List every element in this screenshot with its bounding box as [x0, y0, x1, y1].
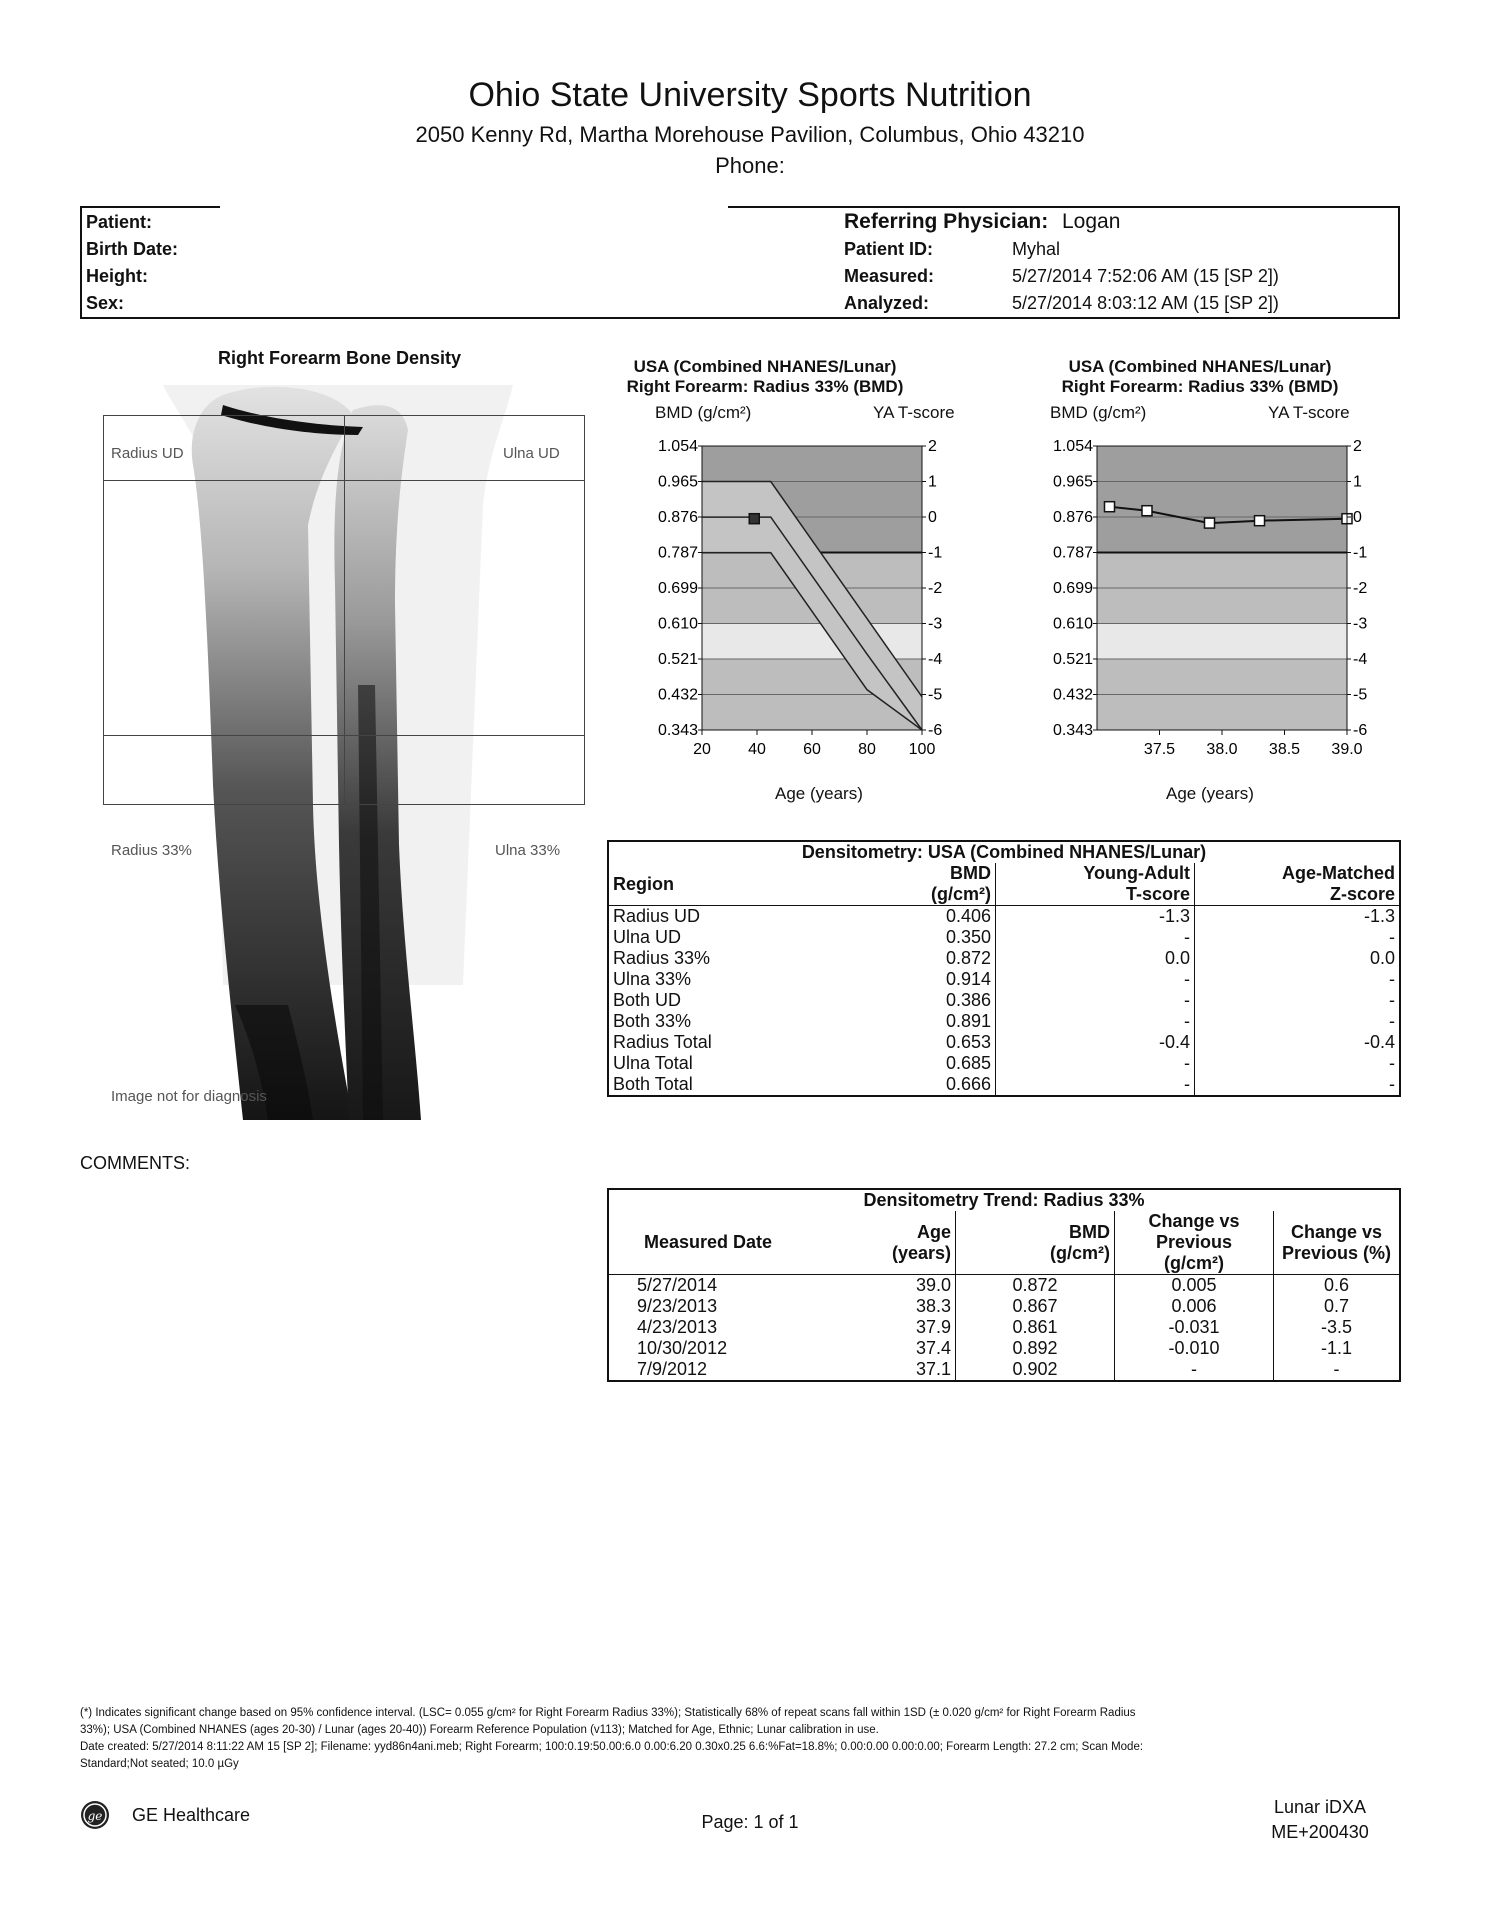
cell-bmd: 0.867: [956, 1296, 1115, 1317]
y2-tick-label: -5: [928, 686, 943, 704]
cell-chg: -0.010: [1115, 1338, 1274, 1359]
scan-title: Right Forearm Bone Density: [218, 348, 462, 368]
trend-col-pct: [1274, 1211, 1401, 1275]
brand-name: GE Healthcare: [132, 1804, 251, 1825]
chart1-header: [600, 357, 930, 397]
col-bmd: BMD: [807, 863, 996, 884]
trend-col-change-3: (g/cm²): [1164, 1253, 1224, 1273]
col-zscore: Age-Matched: [1281, 863, 1395, 883]
trend-table: [607, 1188, 1401, 1382]
cell-pct: 0.7: [1323, 1296, 1350, 1316]
device-info: [1240, 1795, 1400, 1845]
ulna-ud-label: Ulna UD: [503, 445, 560, 462]
y2-tick-label: -6: [928, 722, 943, 739]
footnote-line-3: Date created: 5/27/2014 8:11:22 AM 15 [SP 2]; Filename: yyd86n4ani.meb; Right Forearm; 100:0.19:50.00:6.0 0.00:6.20 0.30x0.25 6.6:%Fat=18.8%; 0.00:0.00 0.00:0.00; Forearm Length: 27.2 cm; Scan Mode:: [80, 1741, 1144, 1753]
y-tick-label: 0.876: [657, 509, 698, 526]
y2-tick-label: -4: [928, 651, 943, 668]
patient-id-value: Myhal: [1012, 239, 1061, 259]
forearm-scan-graphic: [103, 385, 585, 1120]
y-tick-label: 0.432: [657, 686, 698, 704]
cell-age: 37.1: [807, 1359, 956, 1381]
cell-bmd: 0.666: [807, 1074, 996, 1096]
y2-tick-label: -4: [1353, 651, 1368, 668]
cell-region: Ulna Total: [613, 1053, 693, 1073]
y-tick-label: 0.787: [657, 544, 698, 562]
cell-bmd: 0.685: [807, 1053, 996, 1074]
y2-tick-label: -1: [928, 544, 943, 562]
table-row: [608, 1338, 1400, 1359]
cell-t: -1.3: [996, 906, 1195, 928]
cell-bmd: 0.386: [807, 990, 996, 1011]
cell-age: 39.0: [807, 1275, 956, 1297]
table-row: [608, 1053, 1400, 1074]
trend-col-pct-2: Previous (%): [1281, 1242, 1392, 1263]
cell-bmd: 0.872: [807, 948, 996, 969]
cell-bmd: 0.872: [956, 1275, 1115, 1297]
chart2-header: [1035, 357, 1365, 397]
chart1-xlabel: Age (years): [775, 784, 863, 803]
chart2-xlabel: Age (years): [1166, 784, 1254, 803]
birth-date-label: Birth Date:: [86, 239, 179, 259]
data-point: [1205, 518, 1215, 528]
chart2-subtitle: Right Forearm: Radius 33% (BMD): [1061, 377, 1339, 396]
trend-col-age-1: Age: [916, 1221, 951, 1242]
chart2-svg: [1035, 436, 1370, 766]
cell-region: Both Total: [613, 1074, 693, 1094]
analyzed-label: Analyzed:: [844, 293, 930, 313]
trend-col-date: Measured Date: [608, 1211, 807, 1275]
cell-bmd: 0.892: [956, 1338, 1115, 1359]
y-tick-label: 0.699: [657, 580, 698, 597]
y-tick-label: 0.432: [1052, 686, 1093, 704]
cell-z: -: [1389, 927, 1395, 947]
x-tick-label: 20: [693, 741, 711, 758]
device-id: ME+200430: [1271, 1822, 1369, 1842]
cell-region: Both 33%: [613, 1011, 692, 1031]
y-tick-label: 0.610: [1052, 615, 1093, 633]
y-tick-label: 0.521: [657, 651, 698, 668]
y2-tick-label: -3: [1353, 615, 1368, 633]
x-tick-label: 39.0: [1331, 741, 1363, 758]
cell-pct: -3.5: [1320, 1317, 1353, 1337]
sex-label: Sex:: [86, 293, 125, 313]
y2-tick-label: 2: [928, 438, 937, 455]
cell-bmd: 0.653: [807, 1032, 996, 1053]
cell-bmd: 0.350: [807, 927, 996, 948]
y-tick-label: 0.699: [1052, 580, 1093, 597]
cell-z: -0.4: [1363, 1032, 1395, 1052]
cell-region: Both UD: [613, 990, 682, 1010]
table-row: [608, 1296, 1400, 1317]
chart2-y2label: YA T-score: [1268, 403, 1350, 422]
trend-col-change: [1115, 1211, 1274, 1275]
cell-chg: 0.006: [1115, 1296, 1274, 1317]
col-tscore: Young-Adult: [996, 863, 1195, 884]
data-point: [1255, 516, 1265, 526]
y2-tick-label: -6: [1353, 722, 1368, 739]
x-tick-label: 40: [748, 741, 766, 758]
y2-tick-label: 2: [1353, 438, 1362, 455]
patient-info-box: [80, 206, 1400, 319]
col-bmd-unit: (g/cm²): [807, 884, 996, 906]
cell-bmd: 0.914: [807, 969, 996, 990]
y-tick-label: 0.343: [1052, 722, 1093, 739]
cell-z: -: [1389, 1011, 1395, 1031]
address: 2050 Kenny Rd, Martha Morehouse Pavilion, Columbus, Ohio 43210: [415, 122, 1085, 147]
col-tscore-2: T-score: [996, 884, 1195, 906]
ulna-33-label: Ulna 33%: [495, 842, 561, 859]
referring-physician-label: Referring Physician:: [844, 210, 1049, 233]
chart2-ylabel: BMD (g/cm²): [1050, 403, 1147, 422]
table-row: [608, 969, 1400, 990]
cell-t: -: [996, 1053, 1195, 1074]
y-tick-label: 1.054: [1052, 438, 1093, 455]
trend-col-pct-1: Change vs: [1290, 1221, 1383, 1242]
cell-date: 10/30/2012: [637, 1338, 728, 1358]
chart1-y2label: YA T-score: [873, 403, 955, 422]
table-row: [608, 1359, 1400, 1381]
cell-z: -: [1389, 990, 1395, 1010]
x-tick-label: 80: [858, 741, 876, 758]
referring-physician-value: Logan: [1062, 210, 1121, 233]
cell-t: -: [996, 969, 1195, 990]
cell-region: Ulna UD: [613, 927, 682, 947]
table-row: [608, 927, 1400, 948]
y2-tick-label: -3: [928, 615, 943, 633]
data-point: [749, 514, 759, 524]
trend-col-age: [807, 1211, 956, 1275]
cell-chg: -: [1115, 1359, 1274, 1381]
y2-tick-label: 1: [1353, 473, 1362, 491]
trend-col-bmd-2: (g/cm²): [1050, 1242, 1110, 1263]
cell-chg: -0.031: [1115, 1317, 1274, 1338]
scan-note: Image not for diagnosis: [111, 1088, 267, 1105]
y-tick-label: 0.965: [1052, 473, 1093, 491]
table-row: [608, 948, 1400, 969]
y-tick-label: 0.521: [1052, 651, 1093, 668]
cell-date: 9/23/2013: [637, 1296, 718, 1316]
cell-t: -: [996, 1074, 1195, 1096]
comments-label: COMMENTS:: [80, 1153, 190, 1173]
x-tick-label: 38.0: [1206, 741, 1238, 758]
x-tick-label: 38.5: [1268, 741, 1301, 758]
y2-tick-label: -1: [1353, 544, 1368, 562]
col-region: Region: [608, 863, 807, 906]
cell-pct: -: [1333, 1359, 1340, 1379]
table-row: [608, 1074, 1400, 1096]
y-tick-label: 1.054: [657, 438, 698, 455]
x-tick-label: 37.5: [1143, 741, 1176, 758]
footnote-line-4: Standard;Not seated; 10.0 µGy: [80, 1758, 239, 1770]
chart-band: [1097, 588, 1347, 624]
cell-region: Radius 33%: [613, 948, 711, 968]
cell-z: 0.0: [1369, 948, 1395, 968]
chart1-svg: [640, 436, 970, 766]
y-tick-label: 0.343: [657, 722, 698, 739]
device-name: Lunar iDXA: [1273, 1797, 1367, 1817]
y2-tick-label: -2: [1353, 580, 1368, 597]
cell-z: -: [1389, 969, 1395, 989]
chart2-title: USA (Combined NHANES/Lunar): [1068, 357, 1332, 376]
y-tick-label: 0.610: [657, 615, 698, 633]
x-tick-label: 100: [908, 741, 936, 758]
chart-band: [1097, 553, 1347, 589]
trend-title: Densitometry Trend: Radius 33%: [863, 1190, 1145, 1210]
table-row: [608, 1275, 1400, 1297]
cell-pct: 0.6: [1323, 1275, 1350, 1295]
footnote-line-1: (*) Indicates significant change based on 95% confidence interval. (LSC= 0.055 g/cm² for Right Forearm Radius 33%); Statistically 68% of repeat scans fall within 1SD (± 0.020 g/cm² for Right Forearm Radius: [80, 1707, 1136, 1719]
measured-label: Measured:: [844, 266, 935, 286]
trend-col-change-1: Change vs: [1148, 1211, 1240, 1231]
trend-col-change-2: Previous: [1155, 1232, 1233, 1252]
forearm-scan-image: [103, 385, 585, 1120]
radius-ud-label: Radius UD: [111, 445, 184, 462]
cell-age: 37.9: [807, 1317, 956, 1338]
cell-age: 38.3: [807, 1296, 956, 1317]
y2-tick-label: -5: [1353, 686, 1368, 704]
radius-33-label: Radius 33%: [111, 842, 192, 859]
measured-value: 5/27/2014 7:52:06 AM (15 [SP 2]): [1012, 266, 1279, 286]
cell-t: 0.0: [996, 948, 1195, 969]
cell-date: 5/27/2014: [637, 1275, 718, 1295]
densitometry-title: Densitometry: USA (Combined NHANES/Lunar): [801, 842, 1207, 862]
page-number: Page: 1 of 1: [701, 1812, 799, 1832]
cell-bmd: 0.861: [956, 1317, 1115, 1338]
chart1-title: USA (Combined NHANES/Lunar): [633, 357, 897, 376]
densitometry-table: [607, 840, 1401, 1097]
y2-tick-label: 0: [1353, 509, 1362, 526]
cell-bmd: 0.902: [956, 1359, 1115, 1381]
table-row: [608, 906, 1400, 928]
data-point: [1142, 506, 1152, 516]
cell-age: 37.4: [807, 1338, 956, 1359]
col-zscore-2: Z-score: [1195, 884, 1401, 906]
table-row: [608, 990, 1400, 1011]
footnote: [80, 1705, 1410, 1773]
trend-col-age-2: (years): [891, 1242, 951, 1263]
trend-col-bmd: [956, 1211, 1115, 1275]
patient-label: Patient:: [86, 212, 153, 232]
x-tick-label: 60: [803, 741, 821, 758]
cell-date: 7/9/2012: [637, 1359, 708, 1379]
cell-t: -0.4: [996, 1032, 1195, 1053]
y2-tick-label: 1: [928, 473, 937, 491]
cell-region: Radius Total: [613, 1032, 712, 1052]
cell-z: -1.3: [1363, 906, 1395, 926]
table-row: [608, 1011, 1400, 1032]
svg-text:ge: ge: [87, 1809, 103, 1823]
y2-tick-label: -2: [928, 580, 943, 597]
y-tick-label: 0.787: [1052, 544, 1093, 562]
page-title: Ohio State University Sports Nutrition: [468, 76, 1032, 114]
cell-t: -: [996, 990, 1195, 1011]
cell-bmd: 0.406: [807, 906, 996, 928]
cell-pct: -1.1: [1320, 1338, 1353, 1358]
cell-date: 4/23/2013: [637, 1317, 718, 1337]
table-row: [608, 1032, 1400, 1053]
phone: Phone:: [715, 153, 785, 178]
y2-tick-label: 0: [928, 509, 937, 526]
y-tick-label: 0.965: [657, 473, 698, 491]
table-row: [608, 1317, 1400, 1338]
cell-t: -: [996, 1011, 1195, 1032]
cell-z: -: [1389, 1074, 1395, 1094]
y-tick-label: 0.876: [1052, 509, 1093, 526]
trend-col-bmd-1: BMD: [1069, 1221, 1110, 1242]
analyzed-value: 5/27/2014 8:03:12 AM (15 [SP 2]): [1012, 293, 1279, 313]
chart-band: [1097, 446, 1347, 553]
cell-bmd: 0.891: [807, 1011, 996, 1032]
footnote-line-2: 33%); USA (Combined NHANES (ages 20-30) / Lunar (ages 20-40)) Forearm Reference Population (v113); Matched for Age, Ethnic; Lunar calibration in use.: [80, 1724, 879, 1736]
chart1-ylabel: BMD (g/cm²): [655, 403, 752, 422]
height-label: Height:: [86, 266, 148, 286]
chart1-subtitle: Right Forearm: Radius 33% (BMD): [626, 377, 904, 396]
chart-band: [1097, 624, 1347, 660]
cell-region: Radius UD: [613, 906, 701, 926]
patient-id-label: Patient ID:: [844, 239, 934, 259]
cell-t: -: [996, 927, 1195, 948]
cell-z: -: [1389, 1053, 1395, 1073]
cell-region: Ulna 33%: [613, 969, 692, 989]
data-point: [1105, 502, 1115, 512]
cell-chg: 0.005: [1115, 1275, 1274, 1297]
